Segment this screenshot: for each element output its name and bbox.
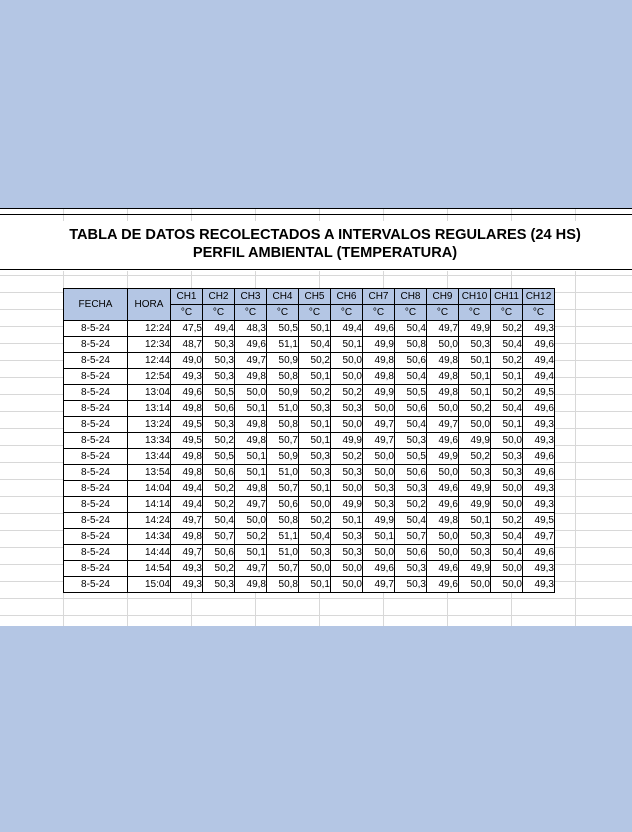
- cell-ch8: 50,3: [395, 481, 427, 497]
- cell-ch7: 49,7: [363, 577, 395, 593]
- cell-ch12: 49,4: [523, 369, 555, 385]
- cell-ch2: 50,7: [203, 529, 235, 545]
- cell-ch5: 50,3: [299, 401, 331, 417]
- cell-ch12: 49,3: [523, 577, 555, 593]
- cell-ch9: 49,6: [427, 577, 459, 593]
- table-row: [64, 417, 555, 433]
- cell-ch8: 50,6: [395, 545, 427, 561]
- cell-ch11: 50,1: [491, 417, 523, 433]
- cell-ch1: 49,3: [171, 561, 203, 577]
- cell-ch9: 49,9: [427, 449, 459, 465]
- cell-ch5: 50,0: [299, 561, 331, 577]
- cell-ch6: 50,2: [331, 449, 363, 465]
- cell-fecha: 8-5-24: [64, 577, 128, 593]
- header-unit-8: °C: [395, 305, 427, 321]
- cell-ch1: 49,3: [171, 369, 203, 385]
- header-channel-8: CH8: [395, 289, 427, 305]
- table-row: [64, 449, 555, 465]
- cell-ch2: 50,6: [203, 401, 235, 417]
- header-unit-9: °C: [427, 305, 459, 321]
- cell-ch8: 50,3: [395, 433, 427, 449]
- header-hora: HORA: [128, 289, 171, 321]
- cell-ch11: 50,2: [491, 385, 523, 401]
- title-block: [0, 221, 632, 271]
- cell-ch12: 49,3: [523, 321, 555, 337]
- cell-ch10: 50,3: [459, 465, 491, 481]
- cell-ch1: 49,5: [171, 417, 203, 433]
- cell-ch1: 49,5: [171, 433, 203, 449]
- cell-fecha: 8-5-24: [64, 385, 128, 401]
- cell-ch8: 50,5: [395, 385, 427, 401]
- cell-ch2: 50,5: [203, 385, 235, 401]
- cell-ch6: 50,0: [331, 417, 363, 433]
- cell-ch1: 49,0: [171, 353, 203, 369]
- cell-ch10: 50,1: [459, 353, 491, 369]
- cell-ch5: 50,4: [299, 529, 331, 545]
- cell-ch1: 49,8: [171, 465, 203, 481]
- cell-ch6: 49,9: [331, 433, 363, 449]
- cell-fecha: 8-5-24: [64, 417, 128, 433]
- cell-ch5: 50,2: [299, 513, 331, 529]
- cell-ch7: 50,0: [363, 465, 395, 481]
- cell-ch10: 50,3: [459, 529, 491, 545]
- table-row: [64, 465, 555, 481]
- cell-ch11: 50,0: [491, 433, 523, 449]
- cell-ch11: 50,2: [491, 353, 523, 369]
- cell-ch9: 50,0: [427, 337, 459, 353]
- cell-ch3: 49,7: [235, 353, 267, 369]
- cell-ch8: 50,3: [395, 577, 427, 593]
- cell-ch11: 50,1: [491, 369, 523, 385]
- cell-ch4: 50,8: [267, 577, 299, 593]
- cell-ch10: 50,0: [459, 577, 491, 593]
- cell-ch8: 50,7: [395, 529, 427, 545]
- cell-ch5: 50,3: [299, 449, 331, 465]
- cell-ch7: 50,0: [363, 545, 395, 561]
- header-channel-2: CH2: [203, 289, 235, 305]
- cell-ch2: 50,6: [203, 545, 235, 561]
- cell-ch6: 50,0: [331, 353, 363, 369]
- cell-hora: 14:04: [128, 481, 171, 497]
- cell-hora: 14:34: [128, 529, 171, 545]
- cell-ch4: 50,9: [267, 449, 299, 465]
- cell-ch12: 49,6: [523, 401, 555, 417]
- cell-ch10: 49,9: [459, 481, 491, 497]
- cell-hora: 13:14: [128, 401, 171, 417]
- cell-ch8: 50,6: [395, 465, 427, 481]
- cell-ch6: 50,0: [331, 481, 363, 497]
- cell-fecha: 8-5-24: [64, 321, 128, 337]
- cell-ch10: 49,9: [459, 433, 491, 449]
- cell-ch11: 50,2: [491, 321, 523, 337]
- cell-ch5: 50,0: [299, 497, 331, 513]
- cell-hora: 12:34: [128, 337, 171, 353]
- cell-ch7: 49,7: [363, 417, 395, 433]
- table-row: [64, 321, 555, 337]
- cell-ch10: 50,2: [459, 449, 491, 465]
- cell-ch4: 50,9: [267, 353, 299, 369]
- header-unit-1: °C: [171, 305, 203, 321]
- cell-ch12: 49,5: [523, 513, 555, 529]
- cell-ch9: 50,0: [427, 545, 459, 561]
- spreadsheet-sheet: [0, 208, 632, 626]
- cell-ch7: 49,9: [363, 337, 395, 353]
- cell-ch5: 50,1: [299, 577, 331, 593]
- cell-ch2: 50,3: [203, 353, 235, 369]
- cell-ch11: 50,4: [491, 401, 523, 417]
- header-channel-11: CH11: [491, 289, 523, 305]
- cell-ch11: 50,0: [491, 577, 523, 593]
- cell-ch1: 49,6: [171, 385, 203, 401]
- cell-ch12: 49,3: [523, 481, 555, 497]
- cell-ch3: 49,8: [235, 433, 267, 449]
- cell-ch9: 49,8: [427, 513, 459, 529]
- table-row: [64, 481, 555, 497]
- top-rule-2: [0, 214, 632, 215]
- cell-ch2: 49,4: [203, 321, 235, 337]
- header-channel-6: CH6: [331, 289, 363, 305]
- cell-ch6: 50,3: [331, 529, 363, 545]
- cell-ch12: 49,3: [523, 433, 555, 449]
- cell-fecha: 8-5-24: [64, 545, 128, 561]
- cell-ch7: 49,9: [363, 385, 395, 401]
- cell-ch11: 50,4: [491, 545, 523, 561]
- cell-ch11: 50,0: [491, 561, 523, 577]
- cell-ch3: 50,2: [235, 529, 267, 545]
- header-channel-12: CH12: [523, 289, 555, 305]
- header-unit-7: °C: [363, 305, 395, 321]
- cell-fecha: 8-5-24: [64, 449, 128, 465]
- cell-fecha: 8-5-24: [64, 465, 128, 481]
- cell-ch3: 49,8: [235, 577, 267, 593]
- cell-hora: 13:44: [128, 449, 171, 465]
- cell-ch10: 50,3: [459, 545, 491, 561]
- cell-ch2: 50,3: [203, 337, 235, 353]
- cell-ch7: 49,7: [363, 433, 395, 449]
- cell-ch12: 49,6: [523, 449, 555, 465]
- cell-ch5: 50,2: [299, 385, 331, 401]
- cell-fecha: 8-5-24: [64, 369, 128, 385]
- cell-ch8: 50,6: [395, 401, 427, 417]
- cell-ch7: 49,9: [363, 513, 395, 529]
- cell-ch11: 50,3: [491, 449, 523, 465]
- cell-ch6: 50,1: [331, 513, 363, 529]
- header-channel-10: CH10: [459, 289, 491, 305]
- cell-ch3: 50,0: [235, 385, 267, 401]
- header-row-channels: [64, 289, 555, 305]
- header-channel-5: CH5: [299, 289, 331, 305]
- table-row: [64, 401, 555, 417]
- cell-ch4: 50,9: [267, 385, 299, 401]
- cell-hora: 14:54: [128, 561, 171, 577]
- cell-ch4: 51,1: [267, 337, 299, 353]
- cell-ch4: 50,7: [267, 561, 299, 577]
- cell-ch3: 50,1: [235, 545, 267, 561]
- cell-ch4: 50,8: [267, 417, 299, 433]
- cell-ch7: 50,1: [363, 529, 395, 545]
- table-row: [64, 385, 555, 401]
- cell-ch7: 49,6: [363, 561, 395, 577]
- cell-hora: 14:44: [128, 545, 171, 561]
- cell-hora: 12:54: [128, 369, 171, 385]
- cell-ch12: 49,6: [523, 337, 555, 353]
- cell-ch2: 50,2: [203, 497, 235, 513]
- cell-ch5: 50,1: [299, 321, 331, 337]
- cell-ch5: 50,1: [299, 369, 331, 385]
- cell-ch9: 49,6: [427, 433, 459, 449]
- cell-ch5: 50,3: [299, 545, 331, 561]
- cell-fecha: 8-5-24: [64, 353, 128, 369]
- cell-fecha: 8-5-24: [64, 561, 128, 577]
- header-channel-7: CH7: [363, 289, 395, 305]
- cell-hora: 12:24: [128, 321, 171, 337]
- header-channel-9: CH9: [427, 289, 459, 305]
- cell-ch3: 50,1: [235, 401, 267, 417]
- cell-fecha: 8-5-24: [64, 401, 128, 417]
- cell-ch2: 50,3: [203, 577, 235, 593]
- cell-ch1: 49,3: [171, 577, 203, 593]
- table-body: [64, 321, 555, 593]
- cell-hora: 12:44: [128, 353, 171, 369]
- cell-ch9: 50,0: [427, 529, 459, 545]
- header-channel-3: CH3: [235, 289, 267, 305]
- cell-ch2: 50,2: [203, 433, 235, 449]
- cell-ch8: 50,4: [395, 417, 427, 433]
- cell-hora: 13:34: [128, 433, 171, 449]
- cell-fecha: 8-5-24: [64, 497, 128, 513]
- cell-fecha: 8-5-24: [64, 433, 128, 449]
- cell-ch8: 50,4: [395, 321, 427, 337]
- cell-ch10: 50,1: [459, 513, 491, 529]
- cell-ch5: 50,2: [299, 353, 331, 369]
- cell-ch12: 49,3: [523, 561, 555, 577]
- header-unit-2: °C: [203, 305, 235, 321]
- cell-ch3: 49,8: [235, 369, 267, 385]
- cell-ch10: 50,2: [459, 401, 491, 417]
- cell-ch1: 49,8: [171, 529, 203, 545]
- cell-ch3: 49,6: [235, 337, 267, 353]
- cell-ch6: 49,9: [331, 497, 363, 513]
- cell-ch11: 50,4: [491, 529, 523, 545]
- cell-ch11: 50,0: [491, 481, 523, 497]
- cell-ch5: 50,1: [299, 417, 331, 433]
- cell-ch4: 50,5: [267, 321, 299, 337]
- cell-ch2: 50,2: [203, 561, 235, 577]
- cell-ch7: 50,3: [363, 481, 395, 497]
- cell-ch8: 50,4: [395, 513, 427, 529]
- table-row: [64, 513, 555, 529]
- title-line-2: PERFIL AMBIENTAL (TEMPERATURA): [192, 245, 458, 261]
- header-unit-4: °C: [267, 305, 299, 321]
- cell-ch1: 49,8: [171, 449, 203, 465]
- cell-ch1: 49,8: [171, 401, 203, 417]
- title-bottom-rule: [0, 269, 632, 270]
- cell-ch8: 50,2: [395, 497, 427, 513]
- cell-ch3: 50,0: [235, 513, 267, 529]
- cell-ch4: 51,0: [267, 465, 299, 481]
- title-line-1: TABLA DE DATOS RECOLECTADOS A INTERVALOS REGULARES (24 HS): [69, 227, 581, 243]
- cell-ch9: 49,6: [427, 561, 459, 577]
- cell-ch2: 50,2: [203, 481, 235, 497]
- cell-ch12: 49,6: [523, 545, 555, 561]
- cell-ch1: 49,4: [171, 481, 203, 497]
- table-row: [64, 353, 555, 369]
- cell-ch10: 50,3: [459, 337, 491, 353]
- cell-ch9: 49,6: [427, 497, 459, 513]
- cell-ch12: 49,3: [523, 497, 555, 513]
- cell-ch4: 50,8: [267, 513, 299, 529]
- cell-ch2: 50,4: [203, 513, 235, 529]
- cell-ch1: 49,7: [171, 545, 203, 561]
- cell-ch3: 48,3: [235, 321, 267, 337]
- cell-ch12: 49,7: [523, 529, 555, 545]
- header-unit-12: °C: [523, 305, 555, 321]
- cell-ch1: 49,7: [171, 513, 203, 529]
- cell-ch10: 49,9: [459, 561, 491, 577]
- header-unit-5: °C: [299, 305, 331, 321]
- cell-ch4: 51,0: [267, 401, 299, 417]
- cell-ch9: 49,6: [427, 481, 459, 497]
- cell-ch3: 49,8: [235, 417, 267, 433]
- table-row: [64, 545, 555, 561]
- cell-ch2: 50,6: [203, 465, 235, 481]
- cell-ch6: 50,3: [331, 465, 363, 481]
- cell-ch2: 50,5: [203, 449, 235, 465]
- cell-hora: 13:04: [128, 385, 171, 401]
- cell-fecha: 8-5-24: [64, 337, 128, 353]
- cell-ch6: 50,3: [331, 545, 363, 561]
- table-row: [64, 433, 555, 449]
- cell-ch1: 47,5: [171, 321, 203, 337]
- cell-ch6: 50,0: [331, 561, 363, 577]
- header-channel-1: CH1: [171, 289, 203, 305]
- cell-ch9: 49,8: [427, 369, 459, 385]
- cell-ch1: 48,7: [171, 337, 203, 353]
- header-fecha: FECHA: [64, 289, 128, 321]
- cell-ch5: 50,3: [299, 465, 331, 481]
- table-row: [64, 529, 555, 545]
- cell-ch5: 50,1: [299, 433, 331, 449]
- cell-fecha: 8-5-24: [64, 529, 128, 545]
- cell-ch10: 49,9: [459, 497, 491, 513]
- cell-ch4: 51,0: [267, 545, 299, 561]
- cell-ch11: 50,3: [491, 465, 523, 481]
- cell-ch11: 50,2: [491, 513, 523, 529]
- cell-ch3: 50,1: [235, 465, 267, 481]
- cell-ch10: 50,0: [459, 417, 491, 433]
- cell-ch4: 50,7: [267, 481, 299, 497]
- header-unit-10: °C: [459, 305, 491, 321]
- temperature-table: [63, 288, 555, 593]
- cell-ch7: 50,3: [363, 497, 395, 513]
- cell-ch7: 50,0: [363, 449, 395, 465]
- cell-ch11: 50,4: [491, 337, 523, 353]
- cell-ch5: 50,4: [299, 337, 331, 353]
- cell-hora: 13:54: [128, 465, 171, 481]
- cell-ch8: 50,4: [395, 369, 427, 385]
- cell-hora: 13:24: [128, 417, 171, 433]
- cell-ch9: 49,8: [427, 385, 459, 401]
- cell-ch9: 50,0: [427, 401, 459, 417]
- cell-hora: 14:24: [128, 513, 171, 529]
- header-unit-11: °C: [491, 305, 523, 321]
- cell-ch7: 49,8: [363, 369, 395, 385]
- table-row: [64, 337, 555, 353]
- cell-ch1: 49,4: [171, 497, 203, 513]
- cell-ch6: 50,1: [331, 337, 363, 353]
- cell-ch6: 50,0: [331, 369, 363, 385]
- cell-ch9: 49,7: [427, 417, 459, 433]
- cell-ch4: 50,6: [267, 497, 299, 513]
- header-unit-6: °C: [331, 305, 363, 321]
- cell-ch2: 50,3: [203, 417, 235, 433]
- cell-ch4: 50,7: [267, 433, 299, 449]
- cell-ch12: 49,4: [523, 353, 555, 369]
- cell-ch8: 50,8: [395, 337, 427, 353]
- table-row: [64, 369, 555, 385]
- cell-ch3: 50,1: [235, 449, 267, 465]
- cell-ch6: 50,0: [331, 577, 363, 593]
- cell-ch2: 50,3: [203, 369, 235, 385]
- cell-ch10: 50,1: [459, 369, 491, 385]
- table-row: [64, 577, 555, 593]
- header-channel-4: CH4: [267, 289, 299, 305]
- cell-ch11: 50,0: [491, 497, 523, 513]
- cell-ch8: 50,6: [395, 353, 427, 369]
- cell-ch3: 49,8: [235, 481, 267, 497]
- cell-ch6: 50,3: [331, 401, 363, 417]
- cell-ch12: 49,3: [523, 417, 555, 433]
- cell-ch3: 49,7: [235, 561, 267, 577]
- cell-ch12: 49,5: [523, 385, 555, 401]
- table-row: [64, 561, 555, 577]
- cell-ch8: 50,3: [395, 561, 427, 577]
- cell-ch7: 49,8: [363, 353, 395, 369]
- cell-ch8: 50,5: [395, 449, 427, 465]
- cell-ch5: 50,1: [299, 481, 331, 497]
- cell-ch10: 49,9: [459, 321, 491, 337]
- table-row: [64, 497, 555, 513]
- cell-ch6: 49,4: [331, 321, 363, 337]
- cell-ch4: 51,1: [267, 529, 299, 545]
- cell-fecha: 8-5-24: [64, 481, 128, 497]
- top-rule-1: [0, 208, 632, 209]
- cell-ch7: 50,0: [363, 401, 395, 417]
- cell-ch12: 49,6: [523, 465, 555, 481]
- cell-ch9: 50,0: [427, 465, 459, 481]
- cell-ch9: 49,7: [427, 321, 459, 337]
- cell-fecha: 8-5-24: [64, 513, 128, 529]
- cell-ch6: 50,2: [331, 385, 363, 401]
- cell-ch7: 49,6: [363, 321, 395, 337]
- cell-hora: 14:14: [128, 497, 171, 513]
- cell-ch9: 49,8: [427, 353, 459, 369]
- cell-ch10: 50,1: [459, 385, 491, 401]
- header-unit-3: °C: [235, 305, 267, 321]
- cell-hora: 15:04: [128, 577, 171, 593]
- cell-ch3: 49,7: [235, 497, 267, 513]
- cell-ch4: 50,8: [267, 369, 299, 385]
